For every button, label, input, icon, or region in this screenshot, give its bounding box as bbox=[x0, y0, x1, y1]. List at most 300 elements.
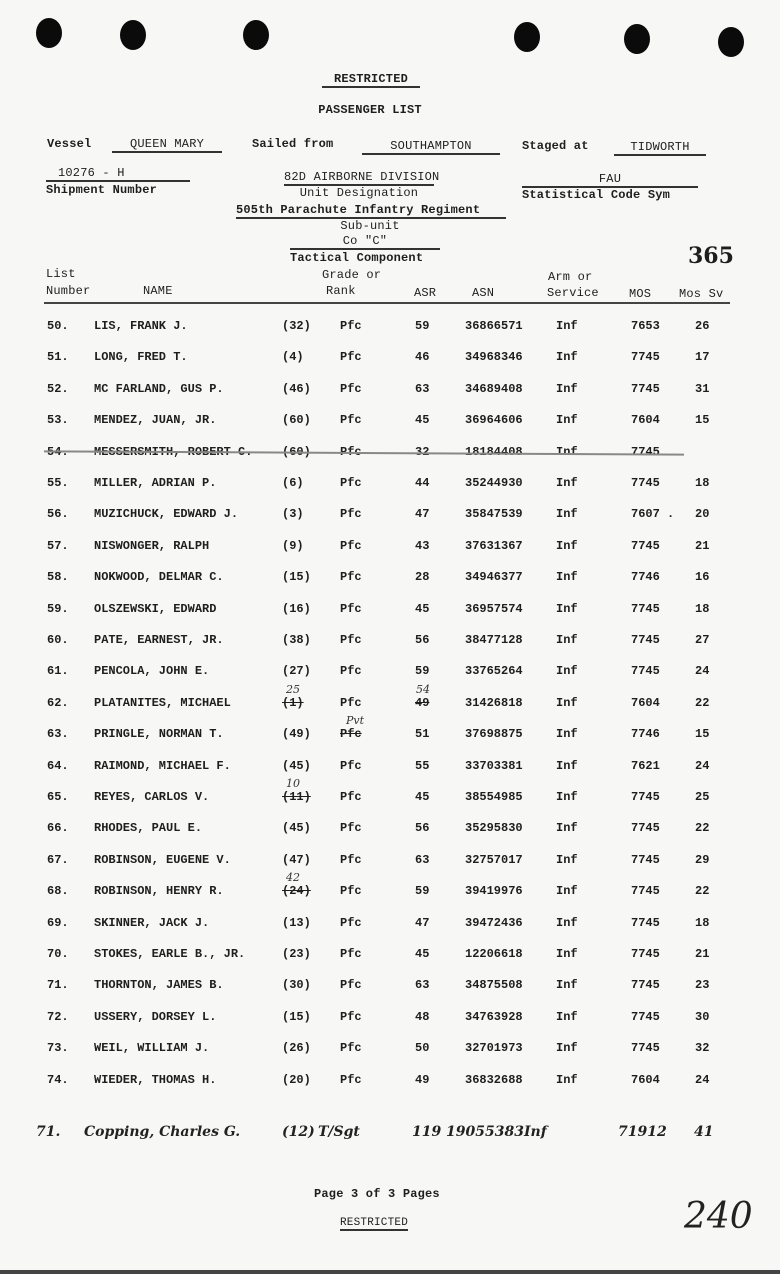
table-row bbox=[0, 853, 780, 873]
cell-arm: Inf bbox=[556, 947, 578, 961]
cell-arm: Inf bbox=[556, 790, 578, 804]
table-row bbox=[0, 947, 780, 967]
cell-mos: 7621 bbox=[631, 759, 660, 773]
cell-code: (49) bbox=[282, 727, 311, 741]
cell-name: NISWONGER, RALPH bbox=[94, 539, 210, 553]
cell-num: 73. bbox=[47, 1041, 69, 1055]
cell-num: 72. bbox=[47, 1010, 69, 1024]
cell-asn: 34875508 bbox=[465, 978, 523, 992]
cell-asr: 32 bbox=[415, 445, 430, 459]
cell-asn: 34689408 bbox=[465, 382, 523, 396]
cell-mos: 7745 bbox=[631, 916, 660, 930]
cell-num: 60. bbox=[47, 633, 69, 647]
hw-code: (12) bbox=[282, 1124, 315, 1140]
cell-sv: 26 bbox=[695, 319, 710, 333]
cell-asr: 47 bbox=[415, 507, 430, 521]
cell-asr: 49 bbox=[415, 1073, 430, 1087]
table-row bbox=[0, 683, 780, 716]
cell-name: PLATANITES, MICHAEL bbox=[94, 696, 231, 710]
cell-asn: 32757017 bbox=[465, 853, 523, 867]
cell-asn: 39472436 bbox=[465, 916, 523, 930]
cell-mos: 7745 bbox=[631, 821, 660, 835]
cell-arm: Inf bbox=[556, 476, 578, 490]
cell-asr: 45 bbox=[415, 947, 430, 961]
cell-mos: 7745 bbox=[631, 476, 660, 490]
cell-rank: Pfc bbox=[340, 727, 362, 741]
cell-asr: 63 bbox=[415, 978, 430, 992]
hw-name: Copping, Charles G. bbox=[84, 1124, 241, 1140]
cell-mos: 7607 . bbox=[631, 507, 675, 521]
cell-num: 54. bbox=[47, 445, 69, 459]
cell-arm: Inf bbox=[556, 570, 578, 584]
cell-rank: Pfc bbox=[340, 633, 362, 647]
cell-asr: 56 bbox=[415, 633, 430, 647]
cell-sv: 21 bbox=[695, 539, 710, 553]
handwritten-correction: 25 bbox=[286, 683, 300, 696]
cell-rank: Pfc bbox=[340, 978, 362, 992]
cell-mos: 7745 bbox=[631, 947, 660, 961]
cell-code: (45) bbox=[282, 759, 311, 773]
cell-asn: 31426818 bbox=[465, 696, 523, 710]
cell-asn: 33765264 bbox=[465, 664, 523, 678]
cell-arm: Inf bbox=[556, 1041, 578, 1055]
cell-mos: 7604 bbox=[631, 413, 660, 427]
cell-asr: 48 bbox=[415, 1010, 430, 1024]
cell-asn: 34968346 bbox=[465, 350, 523, 364]
cell-name: MILLER, ADRIAN P. bbox=[94, 476, 217, 490]
cell-code: (6) bbox=[282, 476, 304, 490]
cell-mos: 7745 bbox=[631, 445, 660, 459]
cell-asn: 34763928 bbox=[465, 1010, 523, 1024]
table-row bbox=[0, 350, 780, 370]
cell-asr: 63 bbox=[415, 853, 430, 867]
cell-arm: Inf bbox=[556, 727, 578, 741]
cell-name: LIS, FRANK J. bbox=[94, 319, 188, 333]
cell-code: (27) bbox=[282, 664, 311, 678]
table-row bbox=[0, 821, 780, 841]
cell-sv: 21 bbox=[695, 947, 710, 961]
cell-num: 59. bbox=[47, 602, 69, 616]
table-row bbox=[0, 602, 780, 622]
cell-rank: Pfc bbox=[340, 350, 362, 364]
cell-sv: 20 bbox=[695, 507, 710, 521]
cell-num: 55. bbox=[47, 476, 69, 490]
cell-code: (32) bbox=[282, 319, 311, 333]
cell-asr: 45 bbox=[415, 413, 430, 427]
handwritten-correction: 42 bbox=[286, 871, 300, 884]
cell-sv: 24 bbox=[695, 664, 710, 678]
statistical-code-label: Statistical Code Sym bbox=[522, 188, 671, 202]
statistical-code-value: FAU bbox=[522, 172, 698, 188]
cell-rank: Pfc bbox=[340, 1073, 362, 1087]
cell-sv: 17 bbox=[695, 350, 710, 364]
cell-asn: 37698875 bbox=[465, 727, 523, 741]
cell-sv: 30 bbox=[695, 1010, 710, 1024]
cell-mos: 7745 bbox=[631, 853, 660, 867]
col-grade-1: Grade or bbox=[322, 268, 382, 282]
col-asn: ASN bbox=[472, 286, 495, 300]
cell-arm: Inf bbox=[556, 696, 578, 710]
cell-asn: 18184408 bbox=[465, 445, 523, 459]
cell-num: 53. bbox=[47, 413, 69, 427]
cell-name: USSERY, DORSEY L. bbox=[94, 1010, 217, 1024]
cell-name: WIEDER, THOMAS H. bbox=[94, 1073, 217, 1087]
cell-arm: Inf bbox=[556, 1073, 578, 1087]
cell-num: 50. bbox=[47, 319, 69, 333]
cell-asr: 46 bbox=[415, 350, 430, 364]
cell-code: (15) bbox=[282, 1010, 311, 1024]
punch-hole bbox=[514, 22, 540, 52]
cell-code: (20) bbox=[282, 1073, 311, 1087]
cell-rank: Pfc bbox=[340, 696, 362, 710]
cell-name: MENDEZ, JUAN, JR. bbox=[94, 413, 217, 427]
cell-name: STOKES, EARLE B., JR. bbox=[94, 947, 246, 961]
cell-mos: 7745 bbox=[631, 1041, 660, 1055]
cell-code: (15) bbox=[282, 570, 311, 584]
hw-rank: T/Sgt bbox=[318, 1124, 360, 1140]
document-title: PASSENGER LIST bbox=[318, 103, 422, 117]
cell-code: (60) bbox=[282, 445, 311, 459]
cell-name: REYES, CARLOS V. bbox=[94, 790, 210, 804]
cell-sv: 25 bbox=[695, 790, 710, 804]
cell-asn: 33703381 bbox=[465, 759, 523, 773]
vessel-label: Vessel bbox=[47, 137, 92, 151]
table-row bbox=[0, 507, 780, 527]
table-row bbox=[0, 382, 780, 402]
cell-arm: Inf bbox=[556, 759, 578, 773]
cell-name: MUZICHUCK, EDWARD J. bbox=[94, 507, 239, 521]
classification-top: RESTRICTED bbox=[322, 72, 420, 88]
cell-num: 61. bbox=[47, 664, 69, 678]
hw-num: 71. bbox=[36, 1124, 61, 1140]
handwritten-correction: 10 bbox=[286, 777, 300, 790]
cell-rank: Pfc bbox=[340, 476, 362, 490]
table-row bbox=[0, 1010, 780, 1030]
cell-rank: Pfc bbox=[340, 382, 362, 396]
col-mos: MOS bbox=[629, 287, 652, 301]
cell-name: PRINGLE, NORMAN T. bbox=[94, 727, 224, 741]
cell-mos: 7745 bbox=[631, 633, 660, 647]
vessel-value: QUEEN MARY bbox=[112, 137, 222, 153]
cell-num: 58. bbox=[47, 570, 69, 584]
sub-unit-label: Sub-unit bbox=[340, 219, 400, 233]
cell-rank: Pfc bbox=[340, 759, 362, 773]
cell-sv: 24 bbox=[695, 759, 710, 773]
cell-rank: Pfc bbox=[340, 445, 362, 459]
cell-rank: Pfc bbox=[340, 853, 362, 867]
cell-sv: 23 bbox=[695, 978, 710, 992]
table-row bbox=[0, 319, 780, 339]
cell-asr: 59 bbox=[415, 884, 430, 898]
cell-arm: Inf bbox=[556, 445, 578, 459]
hw-asr: 119 bbox=[412, 1124, 442, 1140]
cell-arm: Inf bbox=[556, 413, 578, 427]
cell-asn: 35295830 bbox=[465, 821, 523, 835]
cell-mos: 7745 bbox=[631, 884, 660, 898]
col-arm-2: Service bbox=[547, 286, 599, 300]
cell-arm: Inf bbox=[556, 853, 578, 867]
hw-sv: 41 bbox=[694, 1124, 714, 1140]
cell-asr: 59 bbox=[415, 664, 430, 678]
cell-asn: 12206618 bbox=[465, 947, 523, 961]
cell-arm: Inf bbox=[556, 821, 578, 835]
cell-mos: 7745 bbox=[631, 602, 660, 616]
col-list-number-1: List bbox=[46, 267, 76, 281]
cell-sv: 18 bbox=[695, 916, 710, 930]
cell-rank: Pfc bbox=[340, 507, 362, 521]
cell-rank: Pfc bbox=[340, 664, 362, 678]
cell-mos: 7745 bbox=[631, 382, 660, 396]
cell-name: RAIMOND, MICHAEL F. bbox=[94, 759, 231, 773]
cell-sv: 24 bbox=[695, 1073, 710, 1087]
cell-name: OLSZEWSKI, EDWARD bbox=[94, 602, 217, 616]
cell-sv: 27 bbox=[695, 633, 710, 647]
cell-name: SKINNER, JACK J. bbox=[94, 916, 210, 930]
cell-arm: Inf bbox=[556, 319, 578, 333]
cell-sv: 29 bbox=[695, 853, 710, 867]
cell-asr: 45 bbox=[415, 602, 430, 616]
cell-asn: 34946377 bbox=[465, 570, 523, 584]
cell-sv: 18 bbox=[695, 476, 710, 490]
punch-hole bbox=[718, 27, 744, 57]
cell-arm: Inf bbox=[556, 602, 578, 616]
cell-sv: 18 bbox=[695, 602, 710, 616]
col-name: NAME bbox=[143, 284, 173, 298]
handwritten-row bbox=[0, 1124, 780, 1144]
cell-mos: 7604 bbox=[631, 1073, 660, 1087]
hw-arm: Inf bbox=[524, 1124, 547, 1140]
cell-asr: 47 bbox=[415, 916, 430, 930]
punch-hole bbox=[36, 18, 62, 48]
shipment-number-value: 10276 - H bbox=[46, 166, 190, 182]
cell-code: (1) bbox=[282, 696, 304, 710]
cell-arm: Inf bbox=[556, 539, 578, 553]
cell-mos: 7604 bbox=[631, 696, 660, 710]
cell-num: 64. bbox=[47, 759, 69, 773]
cell-name: MESSERSMITH, ROBERT C. bbox=[94, 445, 253, 459]
table-row bbox=[0, 1041, 780, 1061]
cell-asr: 45 bbox=[415, 790, 430, 804]
table-row bbox=[0, 476, 780, 496]
cell-num: 68. bbox=[47, 884, 69, 898]
col-grade-2: Rank bbox=[326, 284, 356, 298]
cell-code: (47) bbox=[282, 853, 311, 867]
cell-num: 62. bbox=[47, 696, 69, 710]
table-row bbox=[0, 978, 780, 998]
cell-arm: Inf bbox=[556, 350, 578, 364]
cell-arm: Inf bbox=[556, 884, 578, 898]
cell-code: (9) bbox=[282, 539, 304, 553]
cell-rank: Pfc bbox=[340, 1010, 362, 1024]
cell-rank: Pfc bbox=[340, 539, 362, 553]
shipment-number-label: Shipment Number bbox=[46, 183, 158, 197]
punch-hole bbox=[624, 24, 650, 54]
cell-asn: 38554985 bbox=[465, 790, 523, 804]
cell-mos: 7746 bbox=[631, 570, 660, 584]
cell-mos: 7653 bbox=[631, 319, 660, 333]
sailed-from-value: SOUTHAMPTON bbox=[362, 139, 500, 155]
cell-asr: 55 bbox=[415, 759, 430, 773]
table-row bbox=[0, 714, 780, 747]
cell-mos: 7745 bbox=[631, 1010, 660, 1024]
table-row bbox=[0, 570, 780, 590]
cell-asr: 28 bbox=[415, 570, 430, 584]
cell-num: 69. bbox=[47, 916, 69, 930]
cell-arm: Inf bbox=[556, 382, 578, 396]
cell-num: 56. bbox=[47, 507, 69, 521]
cell-name: WEIL, WILLIAM J. bbox=[94, 1041, 210, 1055]
cell-rank: Pfc bbox=[340, 916, 362, 930]
cell-code: (24) bbox=[282, 884, 311, 898]
cell-asn: 36957574 bbox=[465, 602, 523, 616]
punch-hole bbox=[243, 20, 269, 50]
cell-asn: 36866571 bbox=[465, 319, 523, 333]
cell-asr: 59 bbox=[415, 319, 430, 333]
col-list-number-2: Number bbox=[46, 284, 91, 298]
cell-rank: Pfc bbox=[340, 570, 362, 584]
cell-asr: 43 bbox=[415, 539, 430, 553]
cell-code: (4) bbox=[282, 350, 304, 364]
handwritten-page-number: 240 bbox=[684, 1196, 753, 1237]
cell-code: (16) bbox=[282, 602, 311, 616]
cell-num: 51. bbox=[47, 350, 69, 364]
cell-sv: 16 bbox=[695, 570, 710, 584]
cell-asn: 39419976 bbox=[465, 884, 523, 898]
cell-asn: 35847539 bbox=[465, 507, 523, 521]
table-row bbox=[0, 1073, 780, 1093]
punch-hole bbox=[120, 20, 146, 50]
cell-rank: Pfc bbox=[340, 884, 362, 898]
cell-num: 71. bbox=[47, 978, 69, 992]
handwritten-correction: 54 bbox=[416, 683, 430, 696]
cell-asn: 38477128 bbox=[465, 633, 523, 647]
table-row bbox=[0, 759, 780, 779]
cell-sv: 15 bbox=[695, 413, 710, 427]
cell-num: 52. bbox=[47, 382, 69, 396]
scan-edge bbox=[0, 1270, 780, 1274]
cell-code: (46) bbox=[282, 382, 311, 396]
table-row bbox=[0, 916, 780, 936]
cell-asn: 36832688 bbox=[465, 1073, 523, 1087]
header-rule bbox=[44, 302, 730, 304]
staged-at-label: Staged at bbox=[522, 139, 589, 153]
cell-num: 74. bbox=[47, 1073, 69, 1087]
cell-arm: Inf bbox=[556, 916, 578, 930]
hw-asn: 19055383 bbox=[446, 1124, 524, 1140]
cell-name: ROBINSON, HENRY R. bbox=[94, 884, 224, 898]
cell-name: ROBINSON, EUGENE V. bbox=[94, 853, 231, 867]
cell-num: 66. bbox=[47, 821, 69, 835]
unit-designation-value: 82D AIRBORNE DIVISION bbox=[284, 170, 440, 184]
table-row bbox=[0, 777, 780, 810]
classification-bottom: RESTRICTED bbox=[340, 1217, 409, 1229]
cell-asr: 50 bbox=[415, 1041, 430, 1055]
cell-num: 57. bbox=[47, 539, 69, 553]
cell-arm: Inf bbox=[556, 664, 578, 678]
staged-at-value: TIDWORTH bbox=[614, 140, 706, 156]
cell-sv: 32 bbox=[695, 1041, 710, 1055]
table-row bbox=[0, 871, 780, 904]
cell-asn: 36964606 bbox=[465, 413, 523, 427]
cell-name: NOKWOOD, DELMAR C. bbox=[94, 570, 224, 584]
cell-sv: 31 bbox=[695, 382, 710, 396]
handwritten-correction: Pvt bbox=[346, 714, 365, 727]
table-row bbox=[0, 664, 780, 684]
col-mos-sv: Mos Sv bbox=[679, 287, 724, 301]
cell-rank: Pfc bbox=[340, 821, 362, 835]
stamp-number: 365 bbox=[688, 243, 734, 269]
cell-mos: 7745 bbox=[631, 978, 660, 992]
cell-name: PENCOLA, JOHN E. bbox=[94, 664, 210, 678]
cell-asr: 49 bbox=[415, 696, 430, 710]
cell-rank: Pfc bbox=[340, 319, 362, 333]
cell-rank: Pfc bbox=[340, 790, 362, 804]
cell-rank: Pfc bbox=[340, 1041, 362, 1055]
cell-mos: 7745 bbox=[631, 790, 660, 804]
cell-asn: 37631367 bbox=[465, 539, 523, 553]
unit-designation-label: Unit Designation bbox=[299, 186, 419, 200]
cell-asr: 56 bbox=[415, 821, 430, 835]
cell-rank: Pfc bbox=[340, 947, 362, 961]
cell-asn: 32701973 bbox=[465, 1041, 523, 1055]
cell-code: (30) bbox=[282, 978, 311, 992]
tactical-component-label: Tactical Component bbox=[290, 251, 424, 265]
cell-code: (23) bbox=[282, 947, 311, 961]
cell-num: 63. bbox=[47, 727, 69, 741]
cell-sv: 22 bbox=[695, 821, 710, 835]
table-row bbox=[0, 413, 780, 433]
cell-sv: 22 bbox=[695, 884, 710, 898]
cell-name: THORNTON, JAMES B. bbox=[94, 978, 224, 992]
cell-arm: Inf bbox=[556, 633, 578, 647]
cell-arm: Inf bbox=[556, 1010, 578, 1024]
cell-rank: Pfc bbox=[340, 413, 362, 427]
col-asr: ASR bbox=[414, 286, 437, 300]
table-row bbox=[0, 445, 780, 465]
hw-mos: 71912 bbox=[618, 1124, 667, 1140]
cell-mos: 7745 bbox=[631, 539, 660, 553]
cell-num: 67. bbox=[47, 853, 69, 867]
cell-mos: 7746 bbox=[631, 727, 660, 741]
cell-code: (13) bbox=[282, 916, 311, 930]
table-row bbox=[0, 633, 780, 653]
page-indicator: Page 3 of 3 Pages bbox=[314, 1187, 440, 1201]
cell-code: (60) bbox=[282, 413, 311, 427]
cell-code: (11) bbox=[282, 790, 311, 804]
cell-mos: 7745 bbox=[631, 664, 660, 678]
cell-sv: 15 bbox=[695, 727, 710, 741]
sailed-from-label: Sailed from bbox=[252, 137, 334, 151]
cell-rank: Pfc bbox=[340, 602, 362, 616]
cell-name: LONG, FRED T. bbox=[94, 350, 188, 364]
cell-code: (38) bbox=[282, 633, 311, 647]
cell-asn: 35244930 bbox=[465, 476, 523, 490]
cell-name: PATE, EARNEST, JR. bbox=[94, 633, 224, 647]
cell-mos: 7745 bbox=[631, 350, 660, 364]
sub-unit-value: Co "C" bbox=[290, 234, 440, 250]
cell-code: (3) bbox=[282, 507, 304, 521]
cell-num: 70. bbox=[47, 947, 69, 961]
col-arm-1: Arm or bbox=[548, 270, 593, 284]
cell-asr: 51 bbox=[415, 727, 430, 741]
cell-asr: 63 bbox=[415, 382, 430, 396]
cell-arm: Inf bbox=[556, 507, 578, 521]
cell-asr: 44 bbox=[415, 476, 430, 490]
cell-num: 65. bbox=[47, 790, 69, 804]
cell-name: MC FARLAND, GUS P. bbox=[94, 382, 224, 396]
regiment-value: 505th Parachute Infantry Regiment bbox=[236, 203, 506, 219]
cell-code: (45) bbox=[282, 821, 311, 835]
